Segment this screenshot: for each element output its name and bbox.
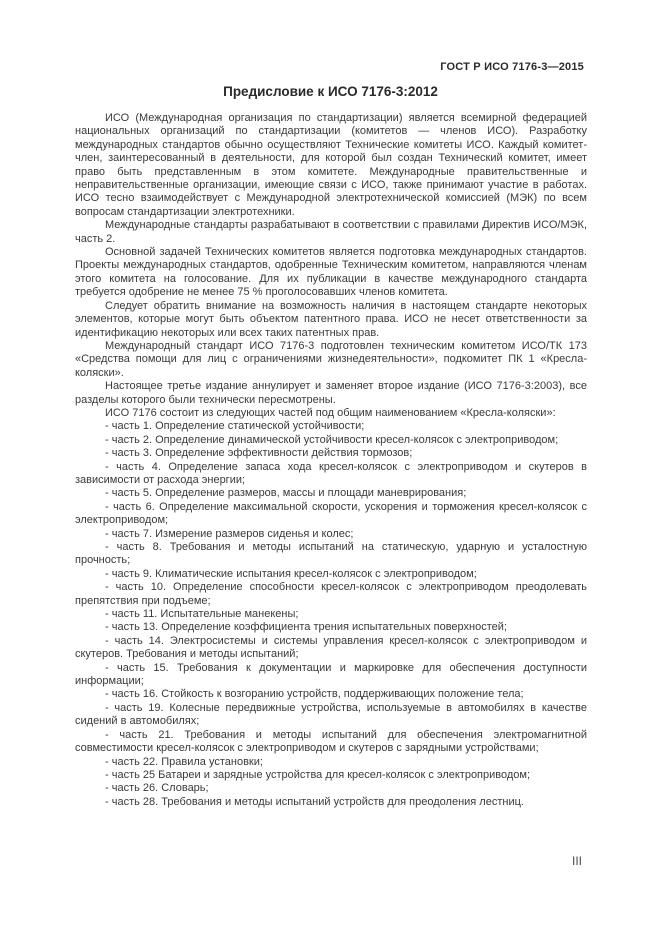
list-item: - часть 2. Определение динамической устойчивости кресел-колясок с электроприводом; — [105, 433, 559, 446]
list-item: - часть 25 Батареи и зарядные устройства для кресел-колясок с электроприводом; — [105, 768, 531, 781]
list-item: - часть 8. Требования и методы испытаний на статическую, ударную и усталостную прочность; — [75, 541, 587, 567]
list-item: - часть 28. Требования и методы испытаний устройств для преодоления лестниц. — [105, 795, 524, 808]
list-item: - часть 11. Испытательные манекены; — [105, 608, 299, 621]
list-item: - часть 26. Словарь; — [105, 782, 209, 795]
paragraph: ИСО (Международная организация по стандартизации) является всемирной федерацией национальных организаций по стандартизации (комитетов — членов ИСО). Разработку международных стандартов обычно осуществляют Технические комитеты ИСО. Каждый комитет-член, заинтересованный в деятельности, для которой был создан Технический комитет, имеет право быть представленным в этом комитете. Международные правительственные и неправительственные организации, имеющие связи с ИСО, также принимают участие в работах. ИСО тесно взаимодействует с Международной электротехнической комиссией (МЭК) по всем вопросам стандартизации электротехники. — [75, 112, 587, 218]
paragraph: Настоящее третье издание аннулирует и заменяет второе издание (ИСО 7176-3:2003), все разделы которого были технически пересмотрены. — [75, 380, 587, 406]
paragraph: Основной задачей Технических комитетов является подготовка международных стандартов. Проекты международных стандартов, одобренные Техническим комитетом, направляются членам этого комитета на голосование. Для их публикации в качестве международного стандарта требуется одобрение не менее 75 % проголосовавших членов комитета. — [75, 246, 587, 299]
paragraph: ИСО 7176 состоит из следующих частей под общим наименованием «Кресла-коляски»: — [105, 406, 556, 419]
list-item: - часть 19. Колесные передвижные устройства, используемые в автомобилях в качестве сидений в автомобилях; — [75, 701, 587, 728]
page-number: III — [571, 854, 582, 868]
list-item: - часть 10. Определение способности кресел-колясок с электроприводом преодолевать препятствия при подъеме; — [75, 581, 587, 607]
list-item: - часть 15. Требования к документации и маркировке для обеспечения доступности информации; — [75, 661, 587, 688]
list-item: - часть 16. Стойкость к возгоранию устройств, поддерживающих положение тела; — [105, 688, 524, 701]
list-item: - часть 21. Требования и методы испытаний для обеспечения электромагнитной совместимости кресел-колясок с электроприводом и скутеров с зарядными устройствами; — [75, 728, 587, 755]
paragraph: Международный стандарт ИСО 7176-3 подготовлен техническим комитетом ИСО/ТК 173 «Средства помощи для лиц с ограничениями жизнедеятельности», подкомитет ПК 1 «Кресла-коляски». — [75, 339, 587, 379]
list-item: - часть 3. Определение эффективности действия тормозов; — [105, 447, 413, 460]
document-designation: ГОСТ Р ИСО 7176-3—2015 — [440, 61, 584, 73]
list-item: - часть 1. Определение статической устойчивости; — [105, 420, 365, 433]
list-item: - часть 7. Измерение размеров сиденья и колес; — [105, 527, 354, 540]
document-body — [75, 112, 587, 809]
list-item: - часть 4. Определение запаса хода кресел-колясок с электроприводом и скутеров в зависимости от расхода энергии; — [75, 460, 587, 486]
page-title: Предисловие к ИСО 7176-3:2012 — [223, 84, 438, 99]
list-item: - часть 9. Климатические испытания кресел-колясок с электроприводом; — [105, 567, 477, 580]
list-item: - часть 5. Определение размеров, массы и площади маневрирования; — [105, 487, 467, 500]
list-item: - часть 14. Электросистемы и системы управления кресел-колясок с электроприводом и скутеров. Требования и методы испытаний; — [75, 634, 587, 661]
paragraph: Следует обратить внимание на возможность наличия в настоящем стандарте некоторых элементов, которые могут быть объектом патентного права. ИСО не несет ответственности за идентификацию некоторых или всех таких патентных прав. — [75, 299, 587, 339]
list-item: - часть 13. Определение коэффициента трения испытательных поверхностей; — [105, 621, 507, 634]
list-item: - часть 6. Определение максимальной скорости, ускорения и торможения кресел-колясок с электроприводом; — [75, 500, 587, 527]
paragraph: Международные стандарты разрабатывают в соответствии с правилами Директив ИСО/МЭК, часть 2. — [75, 219, 587, 245]
list-item: - часть 22. Правила установки; — [105, 755, 263, 768]
